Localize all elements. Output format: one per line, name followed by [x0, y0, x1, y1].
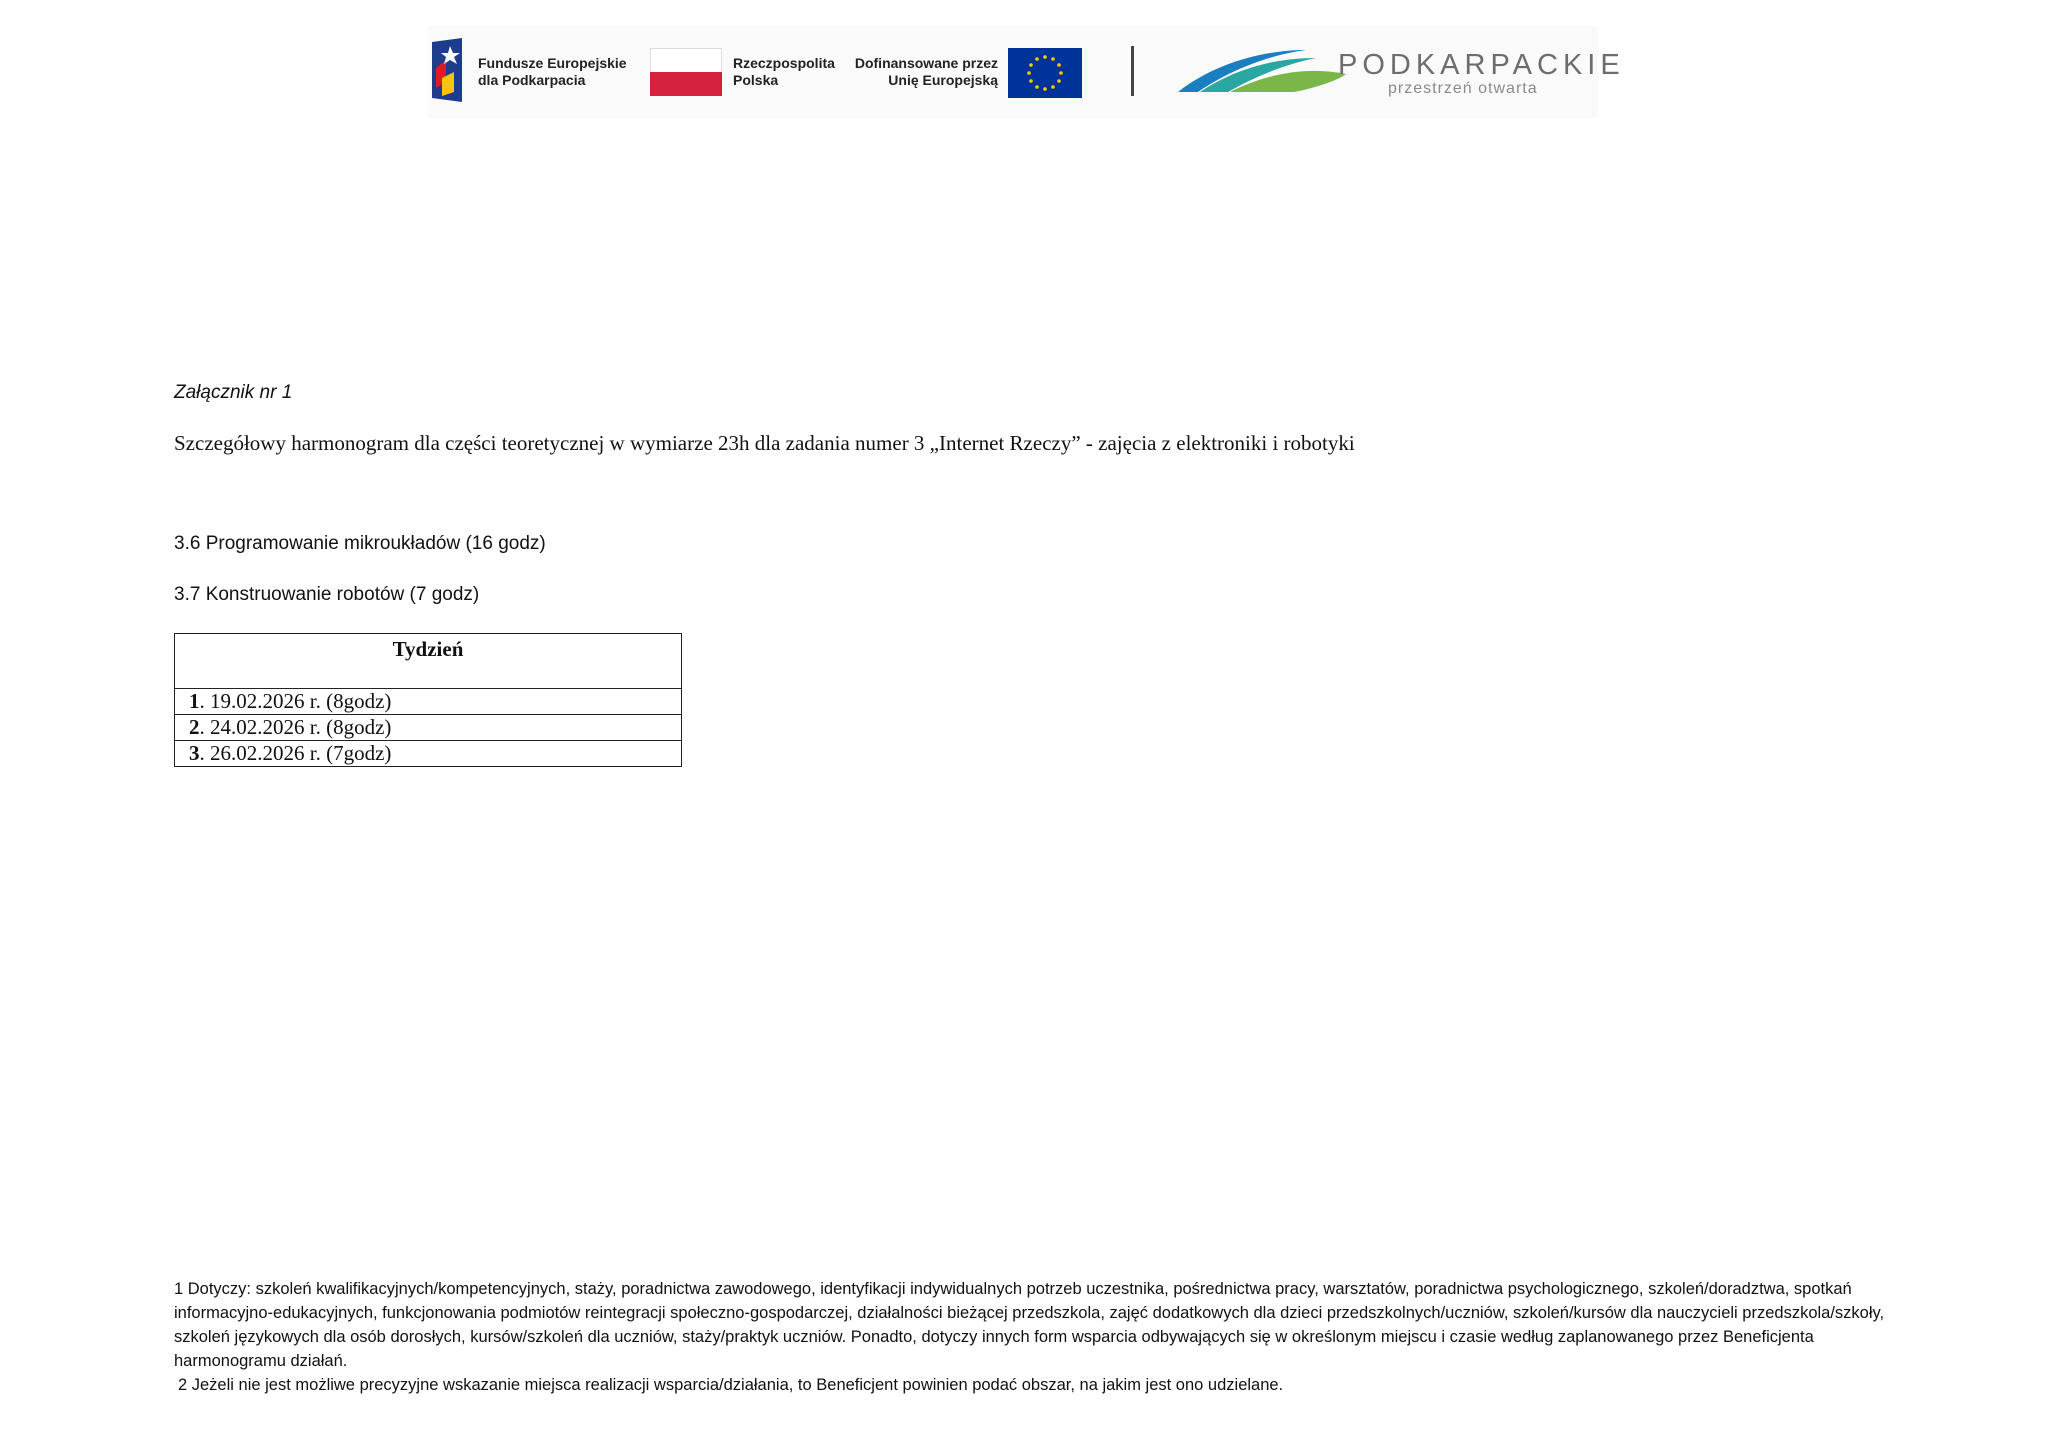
fe-logo-line2: dla Podkarpacia — [478, 72, 586, 88]
table-row — [175, 741, 682, 767]
rp-logo-line2: Polska — [733, 72, 779, 88]
podkarpackie-name: PODKARPACKIE — [1338, 49, 1625, 81]
footnote-2: 2 Jeżeli nie jest możliwe precyzyjne wskazanie miejsca realizacji wsparcia/działania, to Beneficjent powinien podać obszar, na jakim jest ono udzielane. — [178, 1376, 1284, 1394]
section-robots: 3.7 Konstruowanie robotów (7 godz) — [174, 584, 480, 605]
document-title: Szczegółowy harmonogram dla części teoretycznej w wymiarze 23h dla zadania numer 3 „Internet Rzeczy” - zajęcia z elektroniki i robotyki — [174, 431, 1355, 455]
table-row — [175, 689, 682, 715]
row-date: . 19.02.2026 r. (8godz) — [199, 689, 392, 713]
row-number: 2 — [189, 715, 200, 739]
podkarpackie-swoosh-icon — [1176, 44, 1356, 96]
section-programming: 3.6 Programowanie mikroukładów (16 godz) — [174, 533, 546, 554]
rp-logo-text — [733, 55, 835, 89]
schedule-table — [174, 633, 682, 767]
table-row — [175, 715, 682, 741]
eu-cofinancing-text — [838, 55, 998, 89]
fe-logo-line1: Fundusze Europejskie — [478, 55, 627, 71]
row-number: 1 — [189, 689, 200, 713]
row-number: 3 — [189, 741, 200, 765]
podkarpackie-tagline: przestrzeń otwarta — [1388, 80, 1538, 97]
fe-logo-text — [478, 55, 627, 89]
row-date: . 26.02.2026 r. (7godz) — [199, 741, 392, 765]
row-date: . 24.02.2026 r. (8godz) — [199, 715, 392, 739]
footnote-1: 1 Dotyczy: szkoleń kwalifikacyjnych/kompetencyjnych, staży, poradnictwa zawodowego, identyfikacji indywidualnych potrzeb uczestnika, pośrednictwa pracy, warsztatów, poradnictwa psychologicznego, szkoleń/doradztwa, spotkań informacyjno-edukacyjnych, funkcjonowania podmiotów reintegracji społeczno-gospodarczej, działalności bieżącej przedszkola, zajęć dodatkowych dla dzieci przedszkolnych/uczniów, szkoleń/kursów dla nauczycieli przedszkola/szkoły, szkoleń językowych dla osób dorosłych, kursów/szkoleń dla uczniów, staży/praktyk uczniów. Ponadto, dotyczy innych form wsparcia odbywających się w określonym miejscu i czasie według zaplanowanego przez Beneficjenta harmonogramu działań. — [174, 1280, 1885, 1370]
schedule-cell — [175, 741, 682, 767]
logo-divider — [1131, 46, 1134, 96]
schedule-cell — [175, 715, 682, 741]
footnotes — [174, 1277, 1894, 1397]
rp-logo-line1: Rzeczpospolita — [733, 55, 835, 71]
eu-cofinancing-line1: Dofinansowane przez — [854, 55, 998, 71]
schedule-cell — [175, 689, 682, 715]
polish-flag-icon — [650, 48, 722, 96]
eu-flag-icon — [1008, 48, 1082, 98]
schedule-header: Tydzień — [175, 634, 682, 689]
eu-cofinancing-line2: Unię Europejską — [888, 72, 998, 88]
fundusze-europejskie-logo-icon — [432, 38, 468, 102]
annex-label: Załącznik nr 1 — [174, 382, 293, 403]
